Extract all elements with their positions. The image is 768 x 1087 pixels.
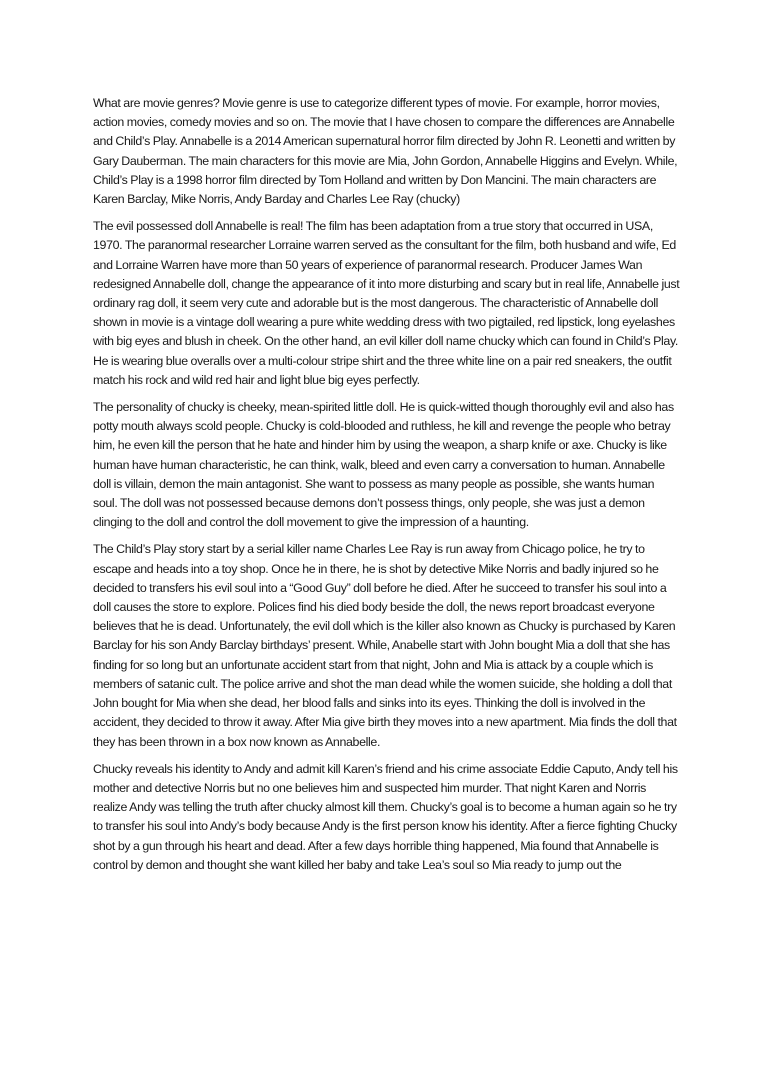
paragraph-appearance: The evil possessed doll Annabelle is real! The film has been adaptation from a true story that occurred in USA, 1970. The paranormal researcher Lorraine warren served as the consultant for the film, both husband and wife, Ed and Lorraine Warren have more than 50 years of experience of paranormal research. Producer James Wan redesigned Annabelle doll, change the appearance of it into more disturbing and scary but in real life, Annabelle just ordinary rag doll, it seem very cute and adorable but is the most dangerous. The characteristic of Annabelle doll shown in movie is a vintage doll wearing a pure white wedding dress with two pigtailed, red lipstick, long eyelashes with big eyes and blush in cheek. On the other hand, an evil killer doll name chucky which can found in Child’s Play. He is wearing blue overalls over a multi-colour stripe shirt and the three white line on a pair red sneakers, the outfit match his rock and wild red hair and light blue big eyes perfectly. <box>93 219 680 387</box>
paragraph-personality: The personality of chucky is cheeky, mean-spirited little doll. He is quick-witted though thoroughly evil and also has potty mouth always scold people. Chucky is cold-blooded and ruthless, he kill and revenge the people who betray him, he even kill the person that he hate and hinder him by using the weapon, a sharp knife or axe. Chucky is like human have human characteristic, he can think, walk, bleed and even carry a conversation to human. Annabelle doll is villain, demon the main antagonist. She want to possess as many people as possible, she wants human soul. The doll was not possessed because demons don’t possess things, only people, she was just a demon clinging to the doll and control the doll movement to give the impression of a haunting. <box>93 400 674 530</box>
document-body <box>93 94 680 883</box>
paragraph-climax: Chucky reveals his identity to Andy and admit kill Karen’s friend and his crime associate Eddie Caputo, Andy tell his mother and detective Norris but no one believes him and suspected him murder. That night Karen and Norris realize Andy was telling the truth after chucky almost kill them. Chucky’s goal is to become a human again so he try to transfer his soul into Andy’s body because Andy is the first person know his identity. After a fierce fighting Chucky shot by a gun through his heart and dead. After a few days horrible thing happened, Mia found that Annabelle is control by demon and thought she want killed her baby and take Lea’s soul so Mia ready to jump out the <box>93 761 678 872</box>
paragraph-intro: What are movie genres? Movie genre is use to categorize different types of movie. For example, horror movies, action movies, comedy movies and so on. The movie that I have chosen to compare the differences are Annabelle and Child’s Play. Annabelle is a 2014 American supernatural horror film directed by John R. Leonetti and written by Gary Dauberman. The main characters for this movie are Mia, John Gordon, Annabelle Higgins and Evelyn. While, Child’s Play is a 1998 horror film directed by Tom Holland and written by Don Mancini. The main characters are Karen Barclay, Mike Norris, Andy Barday and Charles Lee Ray (chucky) <box>93 96 678 207</box>
paragraph-story-start: The Child’s Play story start by a serial killer name Charles Lee Ray is run away from Chicago police, he try to escape and heads into a toy shop. Once he in there, he is shot by detective Mike Norris and badly injured so he decided to transfers his evil soul into a “Good Guy” doll before he died. After he succeed to transfer his soul into a doll causes the store to explore. Polices find his died body beside the doll, the news report broadcast everyone believes that he is dead. Unfortunately, the evil doll which is the killer also known as Chucky is purchased by Karen Barclay for his son Andy Barclay birthdays’ present. While, Anabelle start with John bought Mia a doll that she has finding for so long but an unfortunate accident start from that night, John and Mia is attack by a couple which is members of satanic cult. The police arrive and shot the man dead while the women suicide, she holding a doll that John bought for Mia when she dead, her blood falls and sinks into its eyes. Thinking the doll is involved in the accident, they decided to throw it away. After Mia give birth they moves into a new apartment. Mia finds the doll that they has been thrown in a box now known as Annabelle. <box>93 542 677 749</box>
